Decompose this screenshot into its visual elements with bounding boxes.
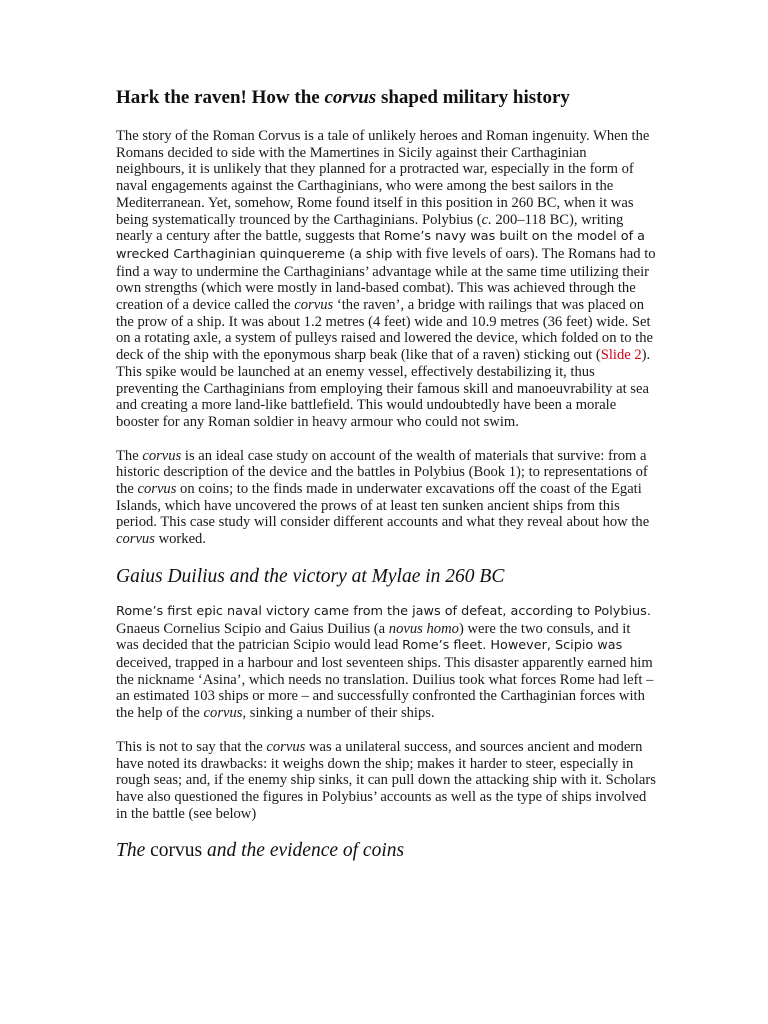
article-body — [116, 86, 656, 863]
slide-2-link[interactable]: Slide 2 — [600, 347, 642, 364]
paragraph-mylae: Rome’s first epic naval victory came from the jaws of defeat, according to Polybius. Gnaeus Cornelius Scipio and Gaius Duilius (a novus homo) were the two consuls, and it was decided that the patrician Scipio would lead Rome’s fleet. However, Scipio was deceived, trapped in a harbour and lost seventeen ships. This disaster apparently earned him the nickname ‘Asina’, which needs no translation. Duilius took what forces Rome had left – an estimated 103 ships or more – and successfully confronted the Carthaginian forces with the help of the corvus, sinking a number of their ships. — [116, 603, 654, 722]
paragraph-case-study: The corvus is an ideal case study on account of the wealth of materials that survive: from a historic description of the device and the battles in Polybius (Book 1); to representations of the corvus on coins; to the finds made in underwater excavations off the coast of the Egati Islands, which have uncovered the prows of at least ten sunken ancient ships from this period. This case study will consider different accounts and what they reveal about how the corvus worked. — [116, 447, 650, 548]
title-italic: corvus — [324, 87, 377, 108]
title-text-end: shaped military history — [376, 87, 570, 108]
title-text: Hark the raven! How the — [116, 87, 325, 108]
section-heading-mylae: Gaius Duilius and the victory at Mylae in 260 BC — [116, 565, 505, 587]
paragraph-intro: The story of the Roman Corvus is a tale of unlikely heroes and Roman ingenuity. When the Romans decided to side with the Mamertines in Sicily against their Carthaginian neighbours, it is unlikely that they planned for a protracted war, especially in the form of naval engagements against the Carthaginians, who were among the best sailors in the Mediterranean. Yet, somehow, Rome found itself in this position in 260 BC, when it was being systematically trounced by the Carthaginians. Polybius (c. 200–118 BC), writing nearly a century after the battle, suggests that Rome’s navy was built on the model of a wrecked Carthaginian quinquereme (a ship with five levels of oars). The Romans had to find a way to undermine the Carthaginians’ advantage while at the same time utilizing their own strengths (which were mostly in land-based combat). This was achieved through the creation of a device called the corvus ‘the raven’, a bridge with railings that was placed on the prow of a ship. It was about 1.2 metres (4 feet) wide and 10.9 metres (36 feet) wide. Set on a rotating axle, a system of pulleys raised and lowered the device, which folded on to the deck of the ship with the eponymous sharp beak (like that of a raven) sticking out (Slide 2). This spike would be launched at an enemy vessel, effectively destabilizing it, thus preventing the Carthaginians from employing their famous skill and manoeuvrability at sea and creating a more land-like battlefield. This would undoubtedly have been a morale booster for any Roman soldier in heavy armour who could not swim. — [116, 128, 656, 430]
paragraph-drawbacks: This is not to say that the corvus was a unilateral success, and sources ancient and modern have noted its drawbacks: it weighs down the ship; makes it harder to steer, especially in rough seas; and, if the enemy ship sinks, it can pull down the attacking ship with it. Scholars have also questioned the figures in Polybius’ accounts as well as the type of ships involved in the battle (see below) — [116, 738, 656, 822]
page-title — [116, 86, 656, 110]
section-heading-coins: The corvus and the evidence of coins — [116, 840, 405, 862]
